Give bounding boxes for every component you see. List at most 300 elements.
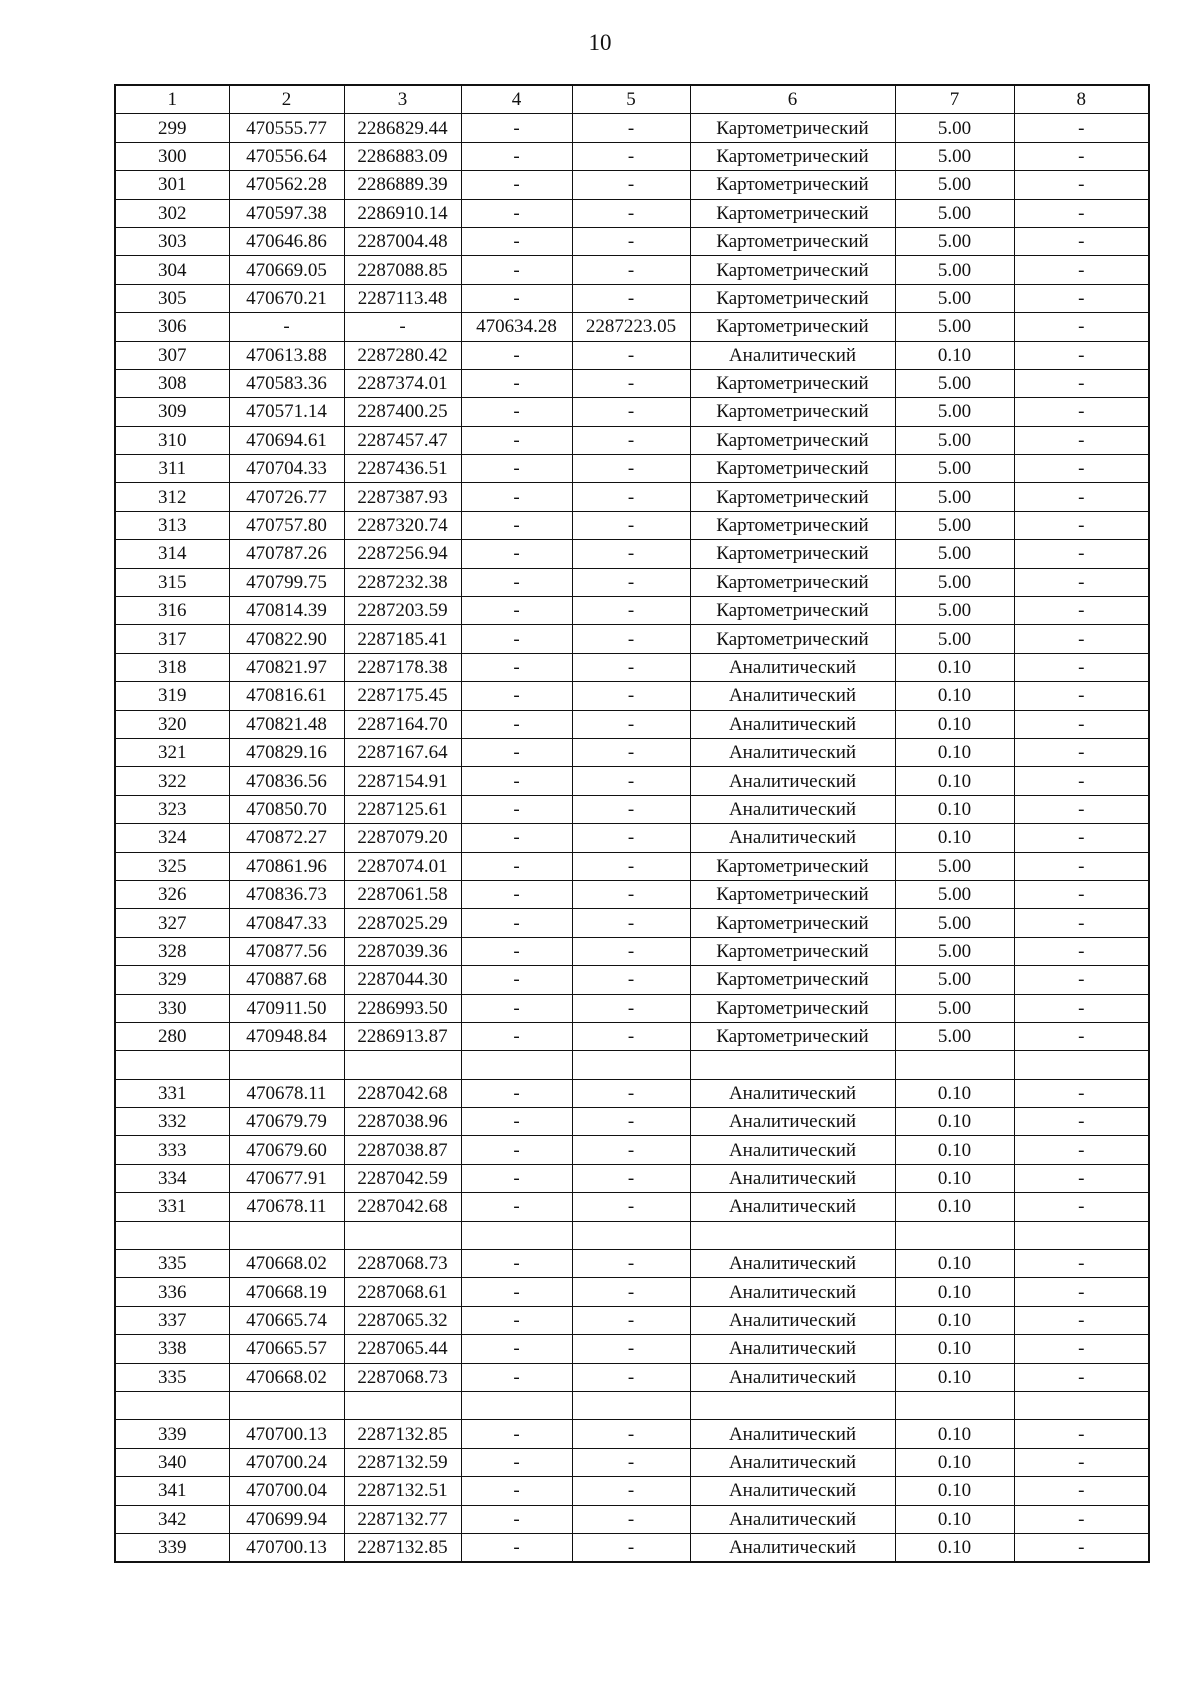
- x-alt-cell: -: [461, 682, 572, 710]
- x-coordinate-cell: 470836.56: [229, 767, 344, 795]
- point-number-cell: 340: [115, 1448, 229, 1476]
- y-alt-cell: -: [572, 625, 690, 653]
- point-number-cell: 331: [115, 1193, 229, 1221]
- accuracy-cell: 5.00: [895, 114, 1014, 142]
- description-cell: -: [1014, 1193, 1149, 1221]
- description-cell: -: [1014, 1448, 1149, 1476]
- y-alt-cell: -: [572, 1335, 690, 1363]
- table-row: [115, 398, 1149, 426]
- y-coordinate-cell: 2287320.74: [344, 511, 461, 539]
- accuracy-cell: 5.00: [895, 511, 1014, 539]
- point-number-cell: 313: [115, 511, 229, 539]
- description-cell: [1014, 1221, 1149, 1249]
- point-number-cell: 327: [115, 909, 229, 937]
- description-cell: -: [1014, 1022, 1149, 1050]
- x-coordinate-cell: 470816.61: [229, 682, 344, 710]
- x-alt-cell: -: [461, 966, 572, 994]
- accuracy-cell: 0.10: [895, 1306, 1014, 1334]
- point-number-cell: 304: [115, 256, 229, 284]
- accuracy-cell: 0.10: [895, 1193, 1014, 1221]
- table-row: [115, 256, 1149, 284]
- accuracy-cell: 0.10: [895, 682, 1014, 710]
- method-cell: Картометрический: [690, 597, 895, 625]
- method-cell: Картометрический: [690, 880, 895, 908]
- y-alt-cell: -: [572, 114, 690, 142]
- method-cell: Аналитический: [690, 341, 895, 369]
- table-row: [115, 483, 1149, 511]
- description-cell: -: [1014, 1136, 1149, 1164]
- method-cell: Картометрический: [690, 369, 895, 397]
- point-number-cell: 328: [115, 937, 229, 965]
- y-alt-cell: -: [572, 568, 690, 596]
- x-alt-cell: -: [461, 341, 572, 369]
- table-row: [115, 1420, 1149, 1448]
- method-cell: Картометрический: [690, 568, 895, 596]
- y-alt-cell: -: [572, 1164, 690, 1192]
- accuracy-cell: 5.00: [895, 597, 1014, 625]
- y-alt-cell: -: [572, 398, 690, 426]
- x-alt-cell: -: [461, 1136, 572, 1164]
- x-alt-cell: -: [461, 369, 572, 397]
- x-alt-cell: 470634.28: [461, 313, 572, 341]
- x-coordinate-cell: 470821.97: [229, 653, 344, 681]
- point-number-cell: 316: [115, 597, 229, 625]
- x-alt-cell: -: [461, 994, 572, 1022]
- x-coordinate-cell: 470911.50: [229, 994, 344, 1022]
- description-cell: -: [1014, 653, 1149, 681]
- point-number-cell: 333: [115, 1136, 229, 1164]
- accuracy-cell: 0.10: [895, 1505, 1014, 1533]
- description-cell: -: [1014, 1335, 1149, 1363]
- description-cell: -: [1014, 597, 1149, 625]
- accuracy-cell: 5.00: [895, 426, 1014, 454]
- point-number-cell: 332: [115, 1108, 229, 1136]
- description-cell: -: [1014, 142, 1149, 170]
- x-coordinate-cell: 470679.79: [229, 1108, 344, 1136]
- y-alt-cell: 2287223.05: [572, 313, 690, 341]
- y-coordinate-cell: 2287154.91: [344, 767, 461, 795]
- method-cell: Аналитический: [690, 1306, 895, 1334]
- table-row: [115, 1022, 1149, 1050]
- y-alt-cell: -: [572, 937, 690, 965]
- column-header: 1: [115, 85, 229, 114]
- x-coordinate-cell: 470613.88: [229, 341, 344, 369]
- x-alt-cell: -: [461, 625, 572, 653]
- x-coordinate-cell: 470700.24: [229, 1448, 344, 1476]
- method-cell: Аналитический: [690, 1420, 895, 1448]
- x-alt-cell: -: [461, 171, 572, 199]
- table-row: [115, 142, 1149, 170]
- x-alt-cell: -: [461, 483, 572, 511]
- x-alt-cell: -: [461, 909, 572, 937]
- column-header: 5: [572, 85, 690, 114]
- x-alt-cell: -: [461, 455, 572, 483]
- x-alt-cell: -: [461, 199, 572, 227]
- method-cell: Аналитический: [690, 1164, 895, 1192]
- y-coordinate-cell: 2287044.30: [344, 966, 461, 994]
- point-number-cell: 323: [115, 795, 229, 823]
- y-coordinate-cell: 2287203.59: [344, 597, 461, 625]
- table-row: [115, 1448, 1149, 1476]
- x-alt-cell: -: [461, 1193, 572, 1221]
- method-cell: Картометрический: [690, 256, 895, 284]
- table-row: [115, 1250, 1149, 1278]
- y-alt-cell: -: [572, 483, 690, 511]
- column-header: 2: [229, 85, 344, 114]
- y-alt-cell: -: [572, 171, 690, 199]
- method-cell: Картометрический: [690, 142, 895, 170]
- table-row: [115, 710, 1149, 738]
- y-coordinate-cell: 2287079.20: [344, 824, 461, 852]
- x-coordinate-cell: 470872.27: [229, 824, 344, 852]
- y-alt-cell: -: [572, 142, 690, 170]
- x-coordinate-cell: 470694.61: [229, 426, 344, 454]
- x-coordinate-cell: [229, 1221, 344, 1249]
- y-coordinate-cell: 2286883.09: [344, 142, 461, 170]
- description-cell: -: [1014, 625, 1149, 653]
- description-cell: -: [1014, 284, 1149, 312]
- table-row: [115, 568, 1149, 596]
- table-row: [115, 795, 1149, 823]
- y-coordinate-cell: 2287167.64: [344, 738, 461, 766]
- point-number-cell: 330: [115, 994, 229, 1022]
- point-number-cell: 314: [115, 540, 229, 568]
- point-number-cell: 322: [115, 767, 229, 795]
- y-alt-cell: -: [572, 909, 690, 937]
- y-coordinate-cell: 2287061.58: [344, 880, 461, 908]
- description-cell: -: [1014, 710, 1149, 738]
- x-alt-cell: -: [461, 767, 572, 795]
- method-cell: Аналитический: [690, 738, 895, 766]
- point-number-cell: 326: [115, 880, 229, 908]
- description-cell: -: [1014, 114, 1149, 142]
- description-cell: -: [1014, 171, 1149, 199]
- accuracy-cell: 5.00: [895, 455, 1014, 483]
- accuracy-cell: 0.10: [895, 738, 1014, 766]
- y-coordinate-cell: 2287068.73: [344, 1250, 461, 1278]
- x-coordinate-cell: 470829.16: [229, 738, 344, 766]
- x-coordinate-cell: [229, 1391, 344, 1419]
- y-alt-cell: -: [572, 284, 690, 312]
- y-coordinate-cell: 2287038.87: [344, 1136, 461, 1164]
- y-coordinate-cell: 2287113.48: [344, 284, 461, 312]
- y-coordinate-cell: 2287068.73: [344, 1363, 461, 1391]
- description-cell: [1014, 1051, 1149, 1079]
- y-coordinate-cell: 2287039.36: [344, 937, 461, 965]
- x-alt-cell: [461, 1391, 572, 1419]
- point-number-cell: [115, 1051, 229, 1079]
- table-row: [115, 313, 1149, 341]
- table-row: [115, 284, 1149, 312]
- accuracy-cell: 0.10: [895, 1420, 1014, 1448]
- y-alt-cell: -: [572, 1448, 690, 1476]
- description-cell: -: [1014, 199, 1149, 227]
- point-number-cell: 318: [115, 653, 229, 681]
- description-cell: -: [1014, 1363, 1149, 1391]
- column-header: 4: [461, 85, 572, 114]
- accuracy-cell: 5.00: [895, 994, 1014, 1022]
- accuracy-cell: 0.10: [895, 1108, 1014, 1136]
- point-number-cell: 339: [115, 1533, 229, 1562]
- x-alt-cell: -: [461, 653, 572, 681]
- table-row: [115, 1391, 1149, 1419]
- x-coordinate-cell: 470665.74: [229, 1306, 344, 1334]
- x-alt-cell: -: [461, 852, 572, 880]
- table-row: [115, 682, 1149, 710]
- table-row: [115, 994, 1149, 1022]
- accuracy-cell: 5.00: [895, 1022, 1014, 1050]
- method-cell: Картометрический: [690, 398, 895, 426]
- x-coordinate-cell: 470822.90: [229, 625, 344, 653]
- x-coordinate-cell: 470556.64: [229, 142, 344, 170]
- description-cell: -: [1014, 994, 1149, 1022]
- method-cell: Картометрический: [690, 114, 895, 142]
- description-cell: -: [1014, 1505, 1149, 1533]
- point-number-cell: 309: [115, 398, 229, 426]
- method-cell: [690, 1051, 895, 1079]
- method-cell: Аналитический: [690, 1079, 895, 1107]
- description-cell: -: [1014, 256, 1149, 284]
- method-cell: Картометрический: [690, 313, 895, 341]
- table-row: [115, 540, 1149, 568]
- y-alt-cell: -: [572, 511, 690, 539]
- accuracy-cell: 5.00: [895, 483, 1014, 511]
- description-cell: -: [1014, 966, 1149, 994]
- accuracy-cell: 0.10: [895, 710, 1014, 738]
- method-cell: Картометрический: [690, 1022, 895, 1050]
- accuracy-cell: 0.10: [895, 824, 1014, 852]
- accuracy-cell: 0.10: [895, 1448, 1014, 1476]
- y-coordinate-cell: 2287038.96: [344, 1108, 461, 1136]
- point-number-cell: 317: [115, 625, 229, 653]
- description-cell: -: [1014, 880, 1149, 908]
- table-row: [115, 880, 1149, 908]
- method-cell: Аналитический: [690, 767, 895, 795]
- table-row: [115, 824, 1149, 852]
- x-coordinate-cell: 470699.94: [229, 1505, 344, 1533]
- point-number-cell: 302: [115, 199, 229, 227]
- y-coordinate-cell: 2287065.32: [344, 1306, 461, 1334]
- point-number-cell: 315: [115, 568, 229, 596]
- y-alt-cell: -: [572, 966, 690, 994]
- point-number-cell: 335: [115, 1250, 229, 1278]
- description-cell: -: [1014, 1533, 1149, 1562]
- point-number-cell: [115, 1221, 229, 1249]
- point-number-cell: 337: [115, 1306, 229, 1334]
- accuracy-cell: 5.00: [895, 625, 1014, 653]
- y-alt-cell: -: [572, 738, 690, 766]
- x-alt-cell: -: [461, 1108, 572, 1136]
- description-cell: -: [1014, 455, 1149, 483]
- table-row: [115, 171, 1149, 199]
- y-coordinate-cell: 2287065.44: [344, 1335, 461, 1363]
- y-alt-cell: -: [572, 199, 690, 227]
- point-number-cell: 320: [115, 710, 229, 738]
- y-alt-cell: -: [572, 1250, 690, 1278]
- accuracy-cell: 0.10: [895, 341, 1014, 369]
- method-cell: Аналитический: [690, 1250, 895, 1278]
- x-coordinate-cell: 470757.80: [229, 511, 344, 539]
- x-coordinate-cell: 470700.13: [229, 1533, 344, 1562]
- y-coordinate-cell: 2287232.38: [344, 568, 461, 596]
- x-coordinate-cell: 470665.57: [229, 1335, 344, 1363]
- method-cell: Аналитический: [690, 682, 895, 710]
- method-cell: Картометрический: [690, 994, 895, 1022]
- y-coordinate-cell: 2287400.25: [344, 398, 461, 426]
- table-row: [115, 1533, 1149, 1562]
- accuracy-cell: 5.00: [895, 398, 1014, 426]
- x-coordinate-cell: 470799.75: [229, 568, 344, 596]
- y-coordinate-cell: 2287132.85: [344, 1533, 461, 1562]
- y-alt-cell: -: [572, 1420, 690, 1448]
- accuracy-cell: 5.00: [895, 256, 1014, 284]
- x-alt-cell: -: [461, 1164, 572, 1192]
- table-row: [115, 1079, 1149, 1107]
- x-alt-cell: -: [461, 1505, 572, 1533]
- y-alt-cell: -: [572, 1136, 690, 1164]
- description-cell: -: [1014, 313, 1149, 341]
- point-number-cell: 280: [115, 1022, 229, 1050]
- x-coordinate-cell: 470670.21: [229, 284, 344, 312]
- table-row: [115, 1477, 1149, 1505]
- accuracy-cell: 5.00: [895, 880, 1014, 908]
- accuracy-cell: [895, 1051, 1014, 1079]
- description-cell: -: [1014, 540, 1149, 568]
- table-row: [115, 653, 1149, 681]
- x-coordinate-cell: 470700.04: [229, 1477, 344, 1505]
- x-coordinate-cell: 470787.26: [229, 540, 344, 568]
- method-cell: Аналитический: [690, 1533, 895, 1562]
- x-coordinate-cell: 470668.02: [229, 1363, 344, 1391]
- y-coordinate-cell: [344, 1221, 461, 1249]
- x-coordinate-cell: 470677.91: [229, 1164, 344, 1192]
- y-coordinate-cell: 2286913.87: [344, 1022, 461, 1050]
- y-coordinate-cell: 2287387.93: [344, 483, 461, 511]
- y-coordinate-cell: 2287004.48: [344, 227, 461, 255]
- point-number-cell: 341: [115, 1477, 229, 1505]
- method-cell: Аналитический: [690, 824, 895, 852]
- y-alt-cell: -: [572, 369, 690, 397]
- x-alt-cell: -: [461, 1022, 572, 1050]
- x-coordinate-cell: 470646.86: [229, 227, 344, 255]
- accuracy-cell: 0.10: [895, 1250, 1014, 1278]
- point-number-cell: 306: [115, 313, 229, 341]
- accuracy-cell: 5.00: [895, 284, 1014, 312]
- y-coordinate-cell: 2287185.41: [344, 625, 461, 653]
- description-cell: -: [1014, 369, 1149, 397]
- y-alt-cell: -: [572, 824, 690, 852]
- description-cell: -: [1014, 1306, 1149, 1334]
- y-alt-cell: -: [572, 682, 690, 710]
- y-alt-cell: -: [572, 1079, 690, 1107]
- y-alt-cell: -: [572, 1193, 690, 1221]
- description-cell: -: [1014, 1108, 1149, 1136]
- column-header: 8: [1014, 85, 1149, 114]
- x-alt-cell: -: [461, 1250, 572, 1278]
- method-cell: Аналитический: [690, 653, 895, 681]
- x-coordinate-cell: 470562.28: [229, 171, 344, 199]
- description-cell: -: [1014, 937, 1149, 965]
- x-coordinate-cell: 470948.84: [229, 1022, 344, 1050]
- accuracy-cell: 5.00: [895, 568, 1014, 596]
- x-coordinate-cell: 470679.60: [229, 1136, 344, 1164]
- y-coordinate-cell: 2287088.85: [344, 256, 461, 284]
- x-alt-cell: -: [461, 880, 572, 908]
- accuracy-cell: 5.00: [895, 199, 1014, 227]
- method-cell: Картометрический: [690, 852, 895, 880]
- description-cell: -: [1014, 852, 1149, 880]
- x-alt-cell: -: [461, 795, 572, 823]
- accuracy-cell: 5.00: [895, 142, 1014, 170]
- y-alt-cell: -: [572, 1278, 690, 1306]
- description-cell: -: [1014, 682, 1149, 710]
- accuracy-cell: 5.00: [895, 227, 1014, 255]
- y-coordinate-cell: 2287125.61: [344, 795, 461, 823]
- point-number-cell: [115, 1391, 229, 1419]
- x-coordinate-cell: 470847.33: [229, 909, 344, 937]
- accuracy-cell: 0.10: [895, 1477, 1014, 1505]
- y-coordinate-cell: 2287068.61: [344, 1278, 461, 1306]
- method-cell: Аналитический: [690, 795, 895, 823]
- table-body: [115, 114, 1149, 1562]
- method-cell: Аналитический: [690, 710, 895, 738]
- y-coordinate-cell: 2286829.44: [344, 114, 461, 142]
- accuracy-cell: 0.10: [895, 1335, 1014, 1363]
- x-alt-cell: -: [461, 114, 572, 142]
- y-coordinate-cell: 2287132.59: [344, 1448, 461, 1476]
- x-coordinate-cell: 470571.14: [229, 398, 344, 426]
- y-alt-cell: -: [572, 852, 690, 880]
- x-coordinate-cell: 470704.33: [229, 455, 344, 483]
- table-row: [115, 1221, 1149, 1249]
- table-row: [115, 1306, 1149, 1334]
- y-coordinate-cell: 2286889.39: [344, 171, 461, 199]
- x-alt-cell: -: [461, 824, 572, 852]
- table-row: [115, 114, 1149, 142]
- y-alt-cell: -: [572, 795, 690, 823]
- accuracy-cell: 0.10: [895, 1278, 1014, 1306]
- y-coordinate-cell: 2287132.85: [344, 1420, 461, 1448]
- x-alt-cell: -: [461, 937, 572, 965]
- point-number-cell: 339: [115, 1420, 229, 1448]
- x-alt-cell: -: [461, 284, 572, 312]
- description-cell: -: [1014, 483, 1149, 511]
- x-alt-cell: -: [461, 1477, 572, 1505]
- y-coordinate-cell: -: [344, 313, 461, 341]
- y-coordinate-cell: 2287132.51: [344, 1477, 461, 1505]
- point-number-cell: 325: [115, 852, 229, 880]
- x-coordinate-cell: -: [229, 313, 344, 341]
- y-alt-cell: [572, 1391, 690, 1419]
- point-number-cell: 305: [115, 284, 229, 312]
- method-cell: Аналитический: [690, 1108, 895, 1136]
- point-number-cell: 300: [115, 142, 229, 170]
- x-coordinate-cell: 470836.73: [229, 880, 344, 908]
- method-cell: Аналитический: [690, 1505, 895, 1533]
- table-row: [115, 767, 1149, 795]
- y-coordinate-cell: 2287457.47: [344, 426, 461, 454]
- description-cell: -: [1014, 1278, 1149, 1306]
- point-number-cell: 336: [115, 1278, 229, 1306]
- method-cell: Картометрический: [690, 511, 895, 539]
- description-cell: -: [1014, 738, 1149, 766]
- point-number-cell: 299: [115, 114, 229, 142]
- accuracy-cell: 5.00: [895, 540, 1014, 568]
- y-coordinate-cell: 2287042.68: [344, 1079, 461, 1107]
- method-cell: Картометрический: [690, 909, 895, 937]
- point-number-cell: 329: [115, 966, 229, 994]
- method-cell: [690, 1221, 895, 1249]
